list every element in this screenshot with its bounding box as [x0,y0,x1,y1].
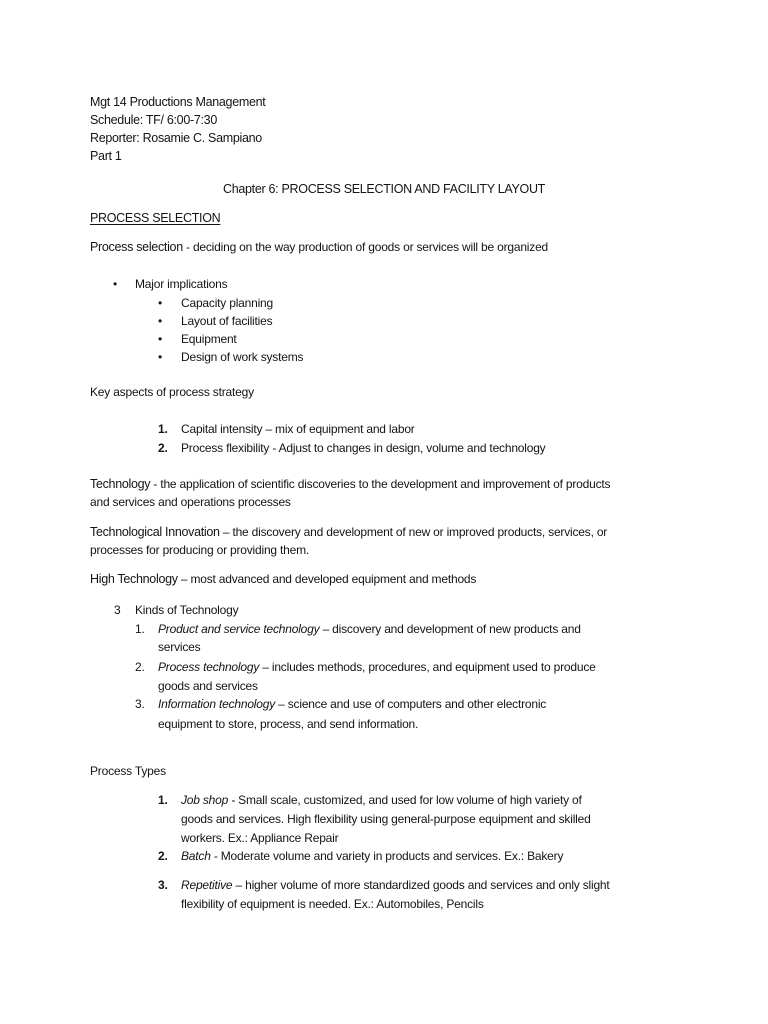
definition: – discovery and development of new products and [319,622,581,636]
list-number: 1. [158,793,168,807]
definition: – science and use of computers and other electronic [275,697,547,711]
key-aspects-heading: Key aspects of process strategy [90,385,254,399]
list-item: Layout of facilities [181,314,273,328]
reporter-line: Reporter: Rosamie C. Sampiano [90,131,262,145]
definition: – most advanced and developed equipment and methods [177,572,477,586]
part-line: Part 1 [90,149,122,163]
list-item [158,696,546,712]
chapter-title: Chapter 6: PROCESS SELECTION AND FACILITY LAYOUT [222,182,546,196]
repetitive-item [181,877,610,893]
list-number: 2. [135,660,145,674]
list-item [158,659,596,675]
list-item: Process flexibility - Adjust to changes in design, volume and technology [181,441,546,455]
term: Job shop - [181,793,236,807]
schedule-line: Schedule: TF/ 6:00-7:30 [90,113,217,127]
term: Repetitive [181,878,233,892]
term: Technological Innovation [90,525,220,539]
bullet-icon: • [158,314,163,328]
definition: – the discovery and development of new or improved products, services, or [219,525,608,539]
definition: - Moderate volume and variety in products and services. Ex.: Bakery [210,849,564,863]
list-item: Design of work systems [181,350,304,364]
job-shop-cont: goods and services. High flexibility using general-purpose equipment and skilled [181,812,591,826]
list-item: Capacity planning [181,296,273,310]
bullet-icon: • [158,296,163,310]
list-item-cont: goods and services [158,679,258,693]
term: Process technology [158,660,260,674]
technology-definition-cont: and services and operations processes [90,495,291,509]
technology-definition [90,476,610,492]
kinds-number: 3 [114,603,121,617]
term: Process selection [90,240,183,254]
job-shop-cont: workers. Ex.: Appliance Repair [181,831,339,845]
term: Information technology [158,697,276,711]
list-number: 1. [135,622,145,636]
list-number: 3. [135,697,145,711]
definition: – includes methods, procedures, and equipment used to produce [259,660,596,674]
definition: - deciding on the way production of goods or services will be organized [182,240,549,254]
definition: - the application of scientific discoveries to the development and improvement of products [150,477,611,491]
list-number: 3. [158,878,168,892]
definition: – higher volume of more standardized goods and services and only slight [232,878,610,892]
term: Product and service technology [158,622,320,636]
course-title: Mgt 14 Productions Management [90,95,266,109]
bullet-icon: • [158,350,163,364]
process-types-heading: Process Types [90,764,166,778]
list-number: 1. [158,422,168,436]
high-technology-definition [90,571,476,587]
term: High Technology [90,572,178,586]
term: Batch [181,849,211,863]
job-shop-item [181,792,582,808]
list-item-cont: equipment to store, process, and send information. [158,717,419,731]
list-item: Capital intensity – mix of equipment and labor [181,422,415,436]
list-item: Equipment [181,332,237,346]
list-number: 2. [158,849,168,863]
bullet-icon: • [113,277,118,291]
batch-item [181,848,563,864]
bullet-icon: • [158,332,163,346]
definition: Small scale, customized, and used for low volume of high variety of [235,793,582,807]
technological-innovation-definition [90,524,607,540]
list-item [158,621,581,637]
kinds-label: Kinds of Technology [135,603,239,617]
technological-innovation-cont: processes for producing or providing them. [90,543,310,557]
major-implications-label: Major implications [135,277,228,291]
section-heading: PROCESS SELECTION [90,211,221,225]
repetitive-cont: flexibility of equipment is needed. Ex.: Automobiles, Pencils [181,897,484,911]
term: Technology [90,477,151,491]
list-item-cont: services [158,640,201,654]
list-number: 2. [158,441,168,455]
process-selection-definition [90,239,548,255]
